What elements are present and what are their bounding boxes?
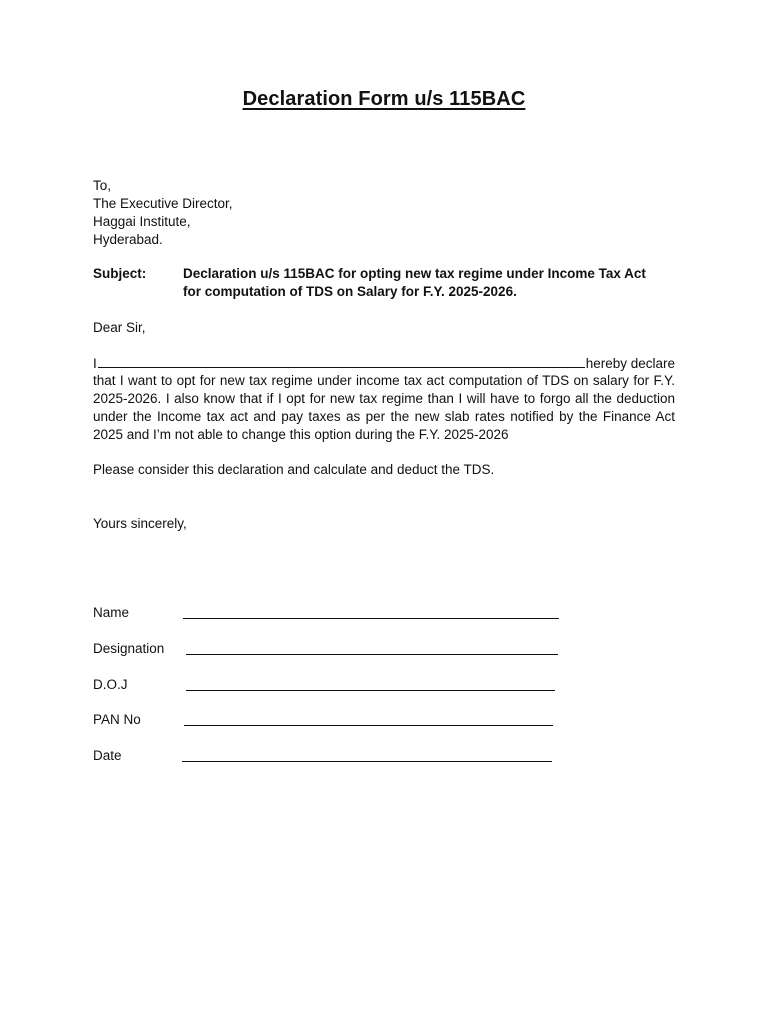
date-blank[interactable] <box>182 761 552 762</box>
designation-blank[interactable] <box>186 654 558 655</box>
name-field <box>93 604 563 622</box>
address-line: The Executive Director, <box>93 196 233 211</box>
recipient-address <box>93 177 233 249</box>
doj-blank[interactable] <box>186 690 555 691</box>
address-line: To, <box>93 178 112 193</box>
address-line: Hyderabad. <box>93 232 163 247</box>
subject-label: Subject: <box>93 266 147 281</box>
pan-field <box>93 711 563 729</box>
page-title: Declaration Form u/s 115BAC <box>242 88 526 110</box>
pan-label: PAN No <box>93 712 141 727</box>
doj-field <box>93 676 563 694</box>
subject-text: Declaration u/s 115BAC for opting new tax regime under Income Tax Act for computation of TDS on Salary for F.Y. 2025-2026. <box>183 266 646 299</box>
name-blank[interactable] <box>183 618 559 619</box>
name-label: Name <box>93 605 130 620</box>
request-text: Please consider this declaration and calculate and deduct the TDS. <box>93 462 495 477</box>
address-line: Haggai Institute, <box>93 214 191 229</box>
date-label: Date <box>93 748 122 763</box>
salutation: Dear Sir, <box>93 320 146 335</box>
date-field <box>93 747 563 765</box>
declaration-suffix: hereby declare <box>585 356 675 371</box>
pan-blank[interactable] <box>184 725 553 726</box>
designation-field <box>93 640 563 658</box>
doj-label: D.O.J <box>93 677 128 692</box>
declaration-prefix: I <box>93 356 97 371</box>
closing-text: Yours sincerely, <box>93 516 187 531</box>
declarant-name-blank[interactable] <box>98 354 585 368</box>
declaration-body: that I want to opt for new tax regime under income tax act computation of TDS on salary for F.Y. 2025-2026. I also know that if I opt for new tax regime than I will have to forgo all the deduction under the Income tax act and pay taxes as per the new slab rates notified by the Finance Act 2025 and I’m not able to change this option during the F.Y. 2025-2026 <box>93 373 675 442</box>
designation-label: Designation <box>93 641 165 656</box>
declaration-first-line <box>93 354 675 373</box>
